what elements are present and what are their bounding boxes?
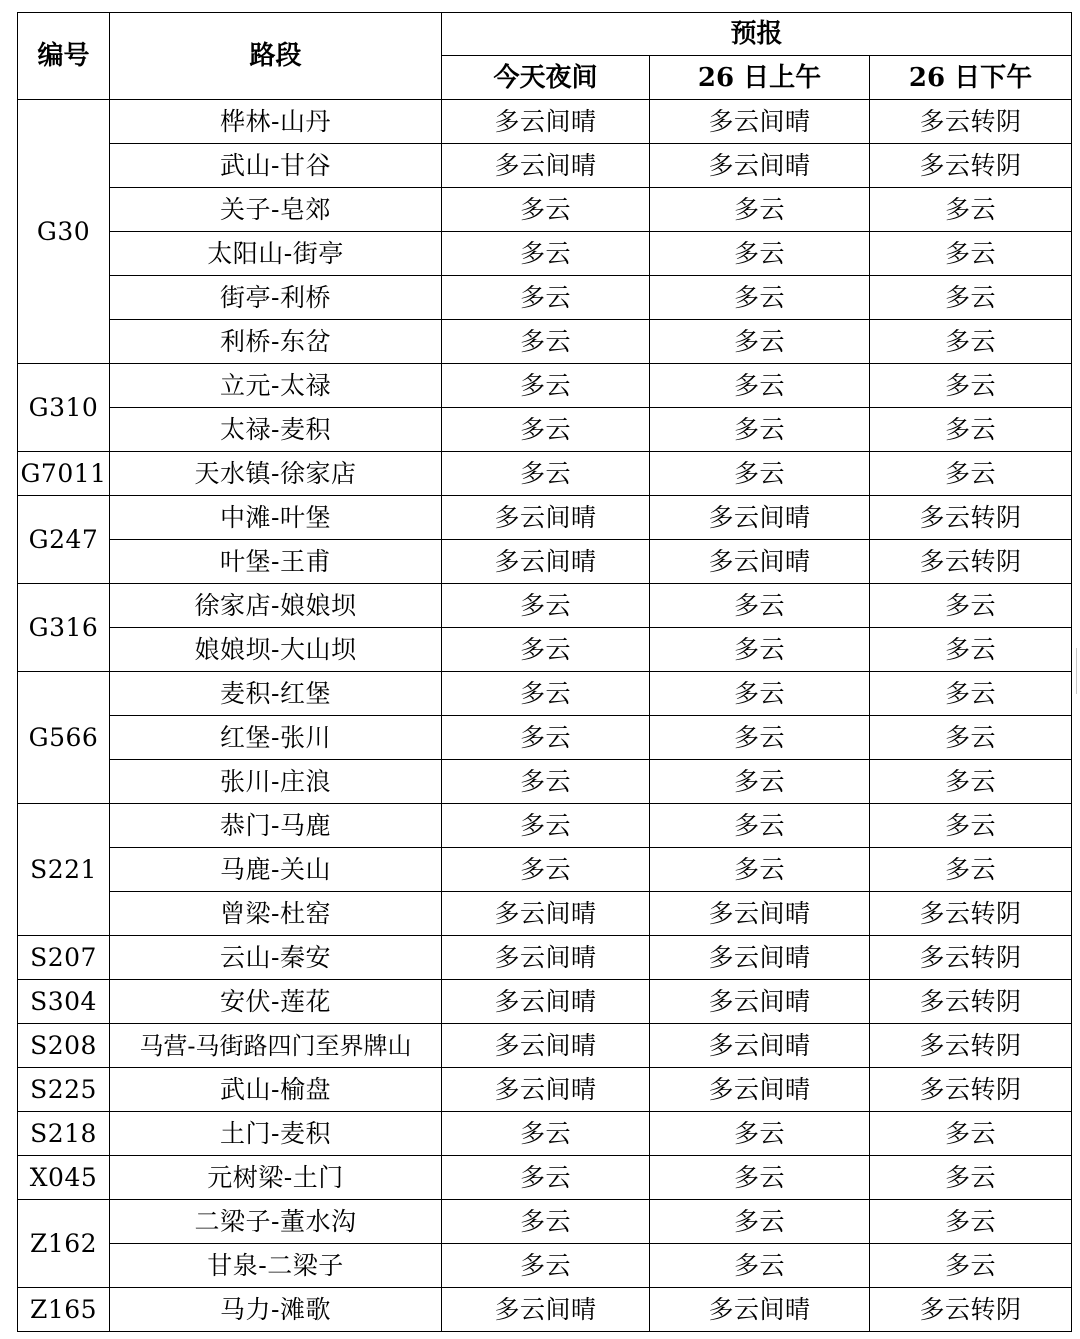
table-row bbox=[18, 276, 1072, 320]
morning-weather-cell: 多云间晴 bbox=[650, 100, 870, 144]
table-row bbox=[18, 540, 1072, 584]
tonight-weather-cell: 多云 bbox=[442, 672, 650, 716]
afternoon-weather-cell: 多云 bbox=[870, 804, 1072, 848]
route-cell: 云山-秦安 bbox=[110, 936, 442, 980]
road-code-cell: S208 bbox=[18, 1024, 110, 1068]
route-cell: 天水镇-徐家店 bbox=[110, 452, 442, 496]
tonight-weather-cell: 多云间晴 bbox=[442, 1288, 650, 1332]
afternoon-weather-cell: 多云转阴 bbox=[870, 936, 1072, 980]
tonight-weather-cell: 多云间晴 bbox=[442, 936, 650, 980]
tonight-weather-cell: 多云间晴 bbox=[442, 892, 650, 936]
route-cell: 娘娘坝-大山坝 bbox=[110, 628, 442, 672]
route-cell: 马营-马街路四门至界牌山 bbox=[110, 1024, 442, 1068]
table-row bbox=[18, 1112, 1072, 1156]
road-code-cell: Z165 bbox=[18, 1288, 110, 1332]
afternoon-weather-cell: 多云 bbox=[870, 1156, 1072, 1200]
road-code-cell: G7011 bbox=[18, 452, 110, 496]
route-cell: 叶堡-王甫 bbox=[110, 540, 442, 584]
tonight-weather-cell: 多云间晴 bbox=[442, 540, 650, 584]
table-row bbox=[18, 980, 1072, 1024]
afternoon-weather-cell: 多云转阴 bbox=[870, 1024, 1072, 1068]
table-row bbox=[18, 760, 1072, 804]
afternoon-weather-cell: 多云 bbox=[870, 672, 1072, 716]
table-row bbox=[18, 584, 1072, 628]
header-tonight: 今天夜间 bbox=[442, 56, 650, 100]
morning-weather-cell: 多云 bbox=[650, 188, 870, 232]
morning-weather-cell: 多云 bbox=[650, 848, 870, 892]
tonight-weather-cell: 多云间晴 bbox=[442, 496, 650, 540]
morning-weather-cell: 多云间晴 bbox=[650, 144, 870, 188]
afternoon-weather-cell: 多云 bbox=[870, 848, 1072, 892]
route-cell: 利桥-东岔 bbox=[110, 320, 442, 364]
afternoon-weather-cell: 多云转阴 bbox=[870, 496, 1072, 540]
table-row bbox=[18, 496, 1072, 540]
morning-weather-cell: 多云 bbox=[650, 804, 870, 848]
tonight-weather-cell: 多云 bbox=[442, 232, 650, 276]
route-cell: 太阳山-街亭 bbox=[110, 232, 442, 276]
afternoon-weather-cell: 多云转阴 bbox=[870, 100, 1072, 144]
tonight-weather-cell: 多云间晴 bbox=[442, 144, 650, 188]
table-row bbox=[18, 1288, 1072, 1332]
afternoon-weather-cell: 多云 bbox=[870, 584, 1072, 628]
route-cell: 元树梁-土门 bbox=[110, 1156, 442, 1200]
tonight-weather-cell: 多云 bbox=[442, 716, 650, 760]
road-code-cell: S221 bbox=[18, 804, 110, 936]
morning-weather-cell: 多云间晴 bbox=[650, 496, 870, 540]
afternoon-weather-cell: 多云 bbox=[870, 408, 1072, 452]
table-row bbox=[18, 144, 1072, 188]
afternoon-weather-cell: 多云 bbox=[870, 1244, 1072, 1288]
table-row bbox=[18, 672, 1072, 716]
afternoon-weather-cell: 多云转阴 bbox=[870, 144, 1072, 188]
morning-weather-cell: 多云 bbox=[650, 1244, 870, 1288]
tonight-weather-cell: 多云间晴 bbox=[442, 980, 650, 1024]
afternoon-weather-cell: 多云 bbox=[870, 188, 1072, 232]
morning-weather-cell: 多云间晴 bbox=[650, 1024, 870, 1068]
road-code-cell: G30 bbox=[18, 100, 110, 364]
route-cell: 关子-皂郊 bbox=[110, 188, 442, 232]
header-code: 编号 bbox=[18, 13, 110, 100]
road-code-cell: S225 bbox=[18, 1068, 110, 1112]
road-code-cell: G310 bbox=[18, 364, 110, 452]
morning-weather-cell: 多云 bbox=[650, 1112, 870, 1156]
table-row bbox=[18, 232, 1072, 276]
morning-weather-cell: 多云间晴 bbox=[650, 980, 870, 1024]
tonight-weather-cell: 多云 bbox=[442, 1200, 650, 1244]
route-cell: 太禄-麦积 bbox=[110, 408, 442, 452]
tonight-weather-cell: 多云 bbox=[442, 188, 650, 232]
table-body bbox=[18, 100, 1072, 1332]
road-weather-forecast-table bbox=[17, 12, 1072, 1332]
header-route: 路段 bbox=[110, 13, 442, 100]
tonight-weather-cell: 多云 bbox=[442, 408, 650, 452]
afternoon-weather-cell: 多云 bbox=[870, 276, 1072, 320]
tonight-weather-cell: 多云 bbox=[442, 452, 650, 496]
morning-weather-cell: 多云间晴 bbox=[650, 1288, 870, 1332]
route-cell: 土门-麦积 bbox=[110, 1112, 442, 1156]
route-cell: 武山-榆盘 bbox=[110, 1068, 442, 1112]
road-code-cell: S304 bbox=[18, 980, 110, 1024]
road-code-cell: G247 bbox=[18, 496, 110, 584]
tonight-weather-cell: 多云 bbox=[442, 804, 650, 848]
route-cell: 中滩-叶堡 bbox=[110, 496, 442, 540]
header-morning: 26 日上午 bbox=[650, 56, 870, 100]
table-row bbox=[18, 1244, 1072, 1288]
table-row bbox=[18, 1068, 1072, 1112]
table-row bbox=[18, 408, 1072, 452]
route-cell: 曾梁-杜窑 bbox=[110, 892, 442, 936]
morning-weather-cell: 多云 bbox=[650, 408, 870, 452]
header-row-1 bbox=[18, 13, 1072, 56]
table-row bbox=[18, 364, 1072, 408]
header-afternoon: 26 日下午 bbox=[870, 56, 1072, 100]
road-code-cell: X045 bbox=[18, 1156, 110, 1200]
afternoon-weather-cell: 多云 bbox=[870, 628, 1072, 672]
tonight-weather-cell: 多云 bbox=[442, 1244, 650, 1288]
morning-weather-cell: 多云 bbox=[650, 276, 870, 320]
route-cell: 武山-甘谷 bbox=[110, 144, 442, 188]
tonight-weather-cell: 多云间晴 bbox=[442, 1024, 650, 1068]
tonight-weather-cell: 多云间晴 bbox=[442, 1068, 650, 1112]
tonight-weather-cell: 多云 bbox=[442, 276, 650, 320]
route-cell: 红堡-张川 bbox=[110, 716, 442, 760]
route-cell: 甘泉-二梁子 bbox=[110, 1244, 442, 1288]
route-cell: 恭门-马鹿 bbox=[110, 804, 442, 848]
road-code-cell: G316 bbox=[18, 584, 110, 672]
afternoon-weather-cell: 多云转阴 bbox=[870, 980, 1072, 1024]
afternoon-weather-cell: 多云转阴 bbox=[870, 540, 1072, 584]
morning-weather-cell: 多云间晴 bbox=[650, 936, 870, 980]
page-edge-marker bbox=[1076, 648, 1080, 694]
table-row bbox=[18, 452, 1072, 496]
morning-weather-cell: 多云 bbox=[650, 364, 870, 408]
table-row bbox=[18, 716, 1072, 760]
route-cell: 麦积-红堡 bbox=[110, 672, 442, 716]
table-row bbox=[18, 100, 1072, 144]
table-row bbox=[18, 1156, 1072, 1200]
afternoon-weather-cell: 多云 bbox=[870, 364, 1072, 408]
route-cell: 安伏-莲花 bbox=[110, 980, 442, 1024]
route-cell: 立元-太禄 bbox=[110, 364, 442, 408]
route-cell: 徐家店-娘娘坝 bbox=[110, 584, 442, 628]
afternoon-weather-cell: 多云 bbox=[870, 1112, 1072, 1156]
route-cell: 马鹿-关山 bbox=[110, 848, 442, 892]
table-row bbox=[18, 848, 1072, 892]
afternoon-weather-cell: 多云转阴 bbox=[870, 892, 1072, 936]
route-cell: 街亭-利桥 bbox=[110, 276, 442, 320]
table-row bbox=[18, 628, 1072, 672]
afternoon-weather-cell: 多云 bbox=[870, 716, 1072, 760]
afternoon-weather-cell: 多云转阴 bbox=[870, 1068, 1072, 1112]
morning-weather-cell: 多云 bbox=[650, 320, 870, 364]
morning-weather-cell: 多云 bbox=[650, 760, 870, 804]
afternoon-weather-cell: 多云 bbox=[870, 452, 1072, 496]
table-row bbox=[18, 1024, 1072, 1068]
morning-weather-cell: 多云 bbox=[650, 452, 870, 496]
morning-weather-cell: 多云 bbox=[650, 628, 870, 672]
morning-weather-cell: 多云 bbox=[650, 1156, 870, 1200]
morning-weather-cell: 多云 bbox=[650, 672, 870, 716]
morning-weather-cell: 多云 bbox=[650, 716, 870, 760]
road-code-cell: Z162 bbox=[18, 1200, 110, 1288]
route-cell: 桦林-山丹 bbox=[110, 100, 442, 144]
tonight-weather-cell: 多云 bbox=[442, 320, 650, 364]
afternoon-weather-cell: 多云 bbox=[870, 1200, 1072, 1244]
afternoon-weather-cell: 多云 bbox=[870, 232, 1072, 276]
route-cell: 马力-滩歌 bbox=[110, 1288, 442, 1332]
header-forecast: 预报 bbox=[442, 13, 1072, 56]
morning-weather-cell: 多云间晴 bbox=[650, 540, 870, 584]
morning-weather-cell: 多云间晴 bbox=[650, 892, 870, 936]
tonight-weather-cell: 多云 bbox=[442, 1112, 650, 1156]
tonight-weather-cell: 多云 bbox=[442, 848, 650, 892]
tonight-weather-cell: 多云 bbox=[442, 628, 650, 672]
morning-weather-cell: 多云 bbox=[650, 232, 870, 276]
afternoon-weather-cell: 多云转阴 bbox=[870, 1288, 1072, 1332]
morning-weather-cell: 多云 bbox=[650, 584, 870, 628]
tonight-weather-cell: 多云 bbox=[442, 364, 650, 408]
table-row bbox=[18, 188, 1072, 232]
morning-weather-cell: 多云 bbox=[650, 1200, 870, 1244]
tonight-weather-cell: 多云 bbox=[442, 760, 650, 804]
table-row bbox=[18, 804, 1072, 848]
route-cell: 张川-庄浪 bbox=[110, 760, 442, 804]
tonight-weather-cell: 多云 bbox=[442, 584, 650, 628]
table-row bbox=[18, 1200, 1072, 1244]
road-code-cell: S207 bbox=[18, 936, 110, 980]
afternoon-weather-cell: 多云 bbox=[870, 760, 1072, 804]
table-row bbox=[18, 320, 1072, 364]
table-row bbox=[18, 936, 1072, 980]
tonight-weather-cell: 多云间晴 bbox=[442, 100, 650, 144]
route-cell: 二梁子-董水沟 bbox=[110, 1200, 442, 1244]
road-code-cell: S218 bbox=[18, 1112, 110, 1156]
road-code-cell: G566 bbox=[18, 672, 110, 804]
afternoon-weather-cell: 多云 bbox=[870, 320, 1072, 364]
table-row bbox=[18, 892, 1072, 936]
morning-weather-cell: 多云间晴 bbox=[650, 1068, 870, 1112]
tonight-weather-cell: 多云 bbox=[442, 1156, 650, 1200]
